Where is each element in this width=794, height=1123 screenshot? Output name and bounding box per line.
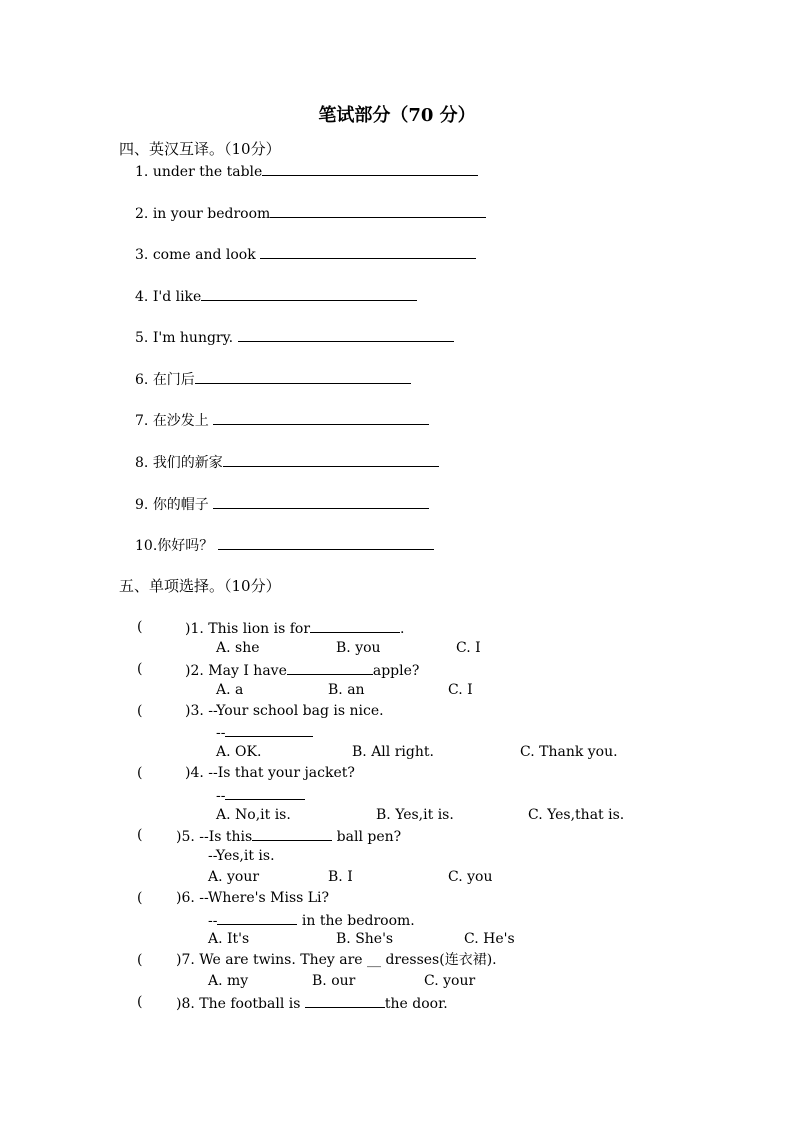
- question-text: --Your school bag is nice.: [208, 703, 384, 719]
- question-text: This lion is for: [208, 621, 311, 637]
- question-text: We are twins. They are __ dresses(连衣裙).: [199, 952, 497, 968]
- item-number: 1.: [135, 164, 149, 180]
- answer-blank[interactable]: [262, 161, 478, 176]
- response-line: [208, 910, 415, 930]
- item-number: 10.: [135, 538, 158, 554]
- question-text-end: .: [400, 621, 405, 637]
- option-b[interactable]: B. you: [336, 640, 381, 656]
- item-text: I'm hungry.: [152, 330, 234, 346]
- question: [185, 764, 355, 782]
- option-a[interactable]: A. she: [216, 640, 260, 656]
- question: [176, 889, 329, 907]
- question-number: )6.: [176, 890, 195, 906]
- answer-blank[interactable]: [217, 910, 297, 925]
- question-number: )3.: [185, 703, 204, 719]
- option-c[interactable]: C. you: [448, 869, 493, 885]
- response-line: [216, 785, 305, 805]
- dash-prefix: --: [208, 913, 218, 929]
- option-b[interactable]: B. an: [328, 682, 365, 698]
- answer-blank[interactable]: [252, 826, 332, 841]
- question: [176, 993, 448, 1013]
- item-text: 在沙发上: [152, 413, 209, 429]
- question-text-end: ball pen?: [332, 829, 402, 845]
- item-text: come and look: [152, 247, 256, 263]
- item-number: 8.: [135, 455, 149, 471]
- dash-prefix: --: [216, 725, 226, 741]
- item-text: I'd like: [152, 289, 202, 305]
- item-text: under the table: [152, 164, 263, 180]
- option-b[interactable]: B. our: [312, 973, 356, 989]
- item-number: 2.: [135, 206, 149, 222]
- translation-item: [135, 203, 486, 223]
- item-number: 7.: [135, 413, 149, 429]
- option-c[interactable]: C. Thank you.: [520, 744, 618, 760]
- item-text: in your bedroom: [152, 206, 271, 222]
- option-c[interactable]: C. I: [456, 640, 481, 656]
- question: [185, 702, 384, 720]
- answer-blank[interactable]: [218, 535, 434, 550]
- answer-paren[interactable]: (: [137, 703, 143, 719]
- option-c[interactable]: C. Yes,that is.: [528, 807, 625, 823]
- response-text: in the bedroom.: [297, 913, 415, 929]
- answer-blank[interactable]: [195, 369, 411, 384]
- option-a[interactable]: A. OK.: [216, 744, 262, 760]
- option-c[interactable]: C. I: [448, 682, 473, 698]
- page-title: 笔试部分（70 分）: [318, 105, 476, 126]
- question-text: May I have: [208, 663, 287, 679]
- translation-item: [135, 286, 417, 306]
- section-heading: 五、单项选择。（10分）: [119, 577, 281, 595]
- translation-item: [135, 452, 439, 472]
- answer-blank[interactable]: [213, 494, 429, 509]
- answer-paren[interactable]: (: [137, 619, 143, 635]
- translation-item: [135, 410, 429, 430]
- answer-paren[interactable]: (: [137, 765, 143, 781]
- answer-blank[interactable]: [225, 785, 305, 800]
- item-number: 4.: [135, 289, 149, 305]
- question-number: )8.: [176, 996, 195, 1012]
- answer-paren[interactable]: (: [137, 994, 143, 1010]
- answer-paren[interactable]: (: [137, 661, 143, 677]
- question-number: )1.: [185, 621, 204, 637]
- question-text: The football is: [199, 996, 305, 1012]
- question-number: )7.: [176, 952, 195, 968]
- translation-item: [135, 327, 454, 347]
- answer-paren[interactable]: (: [137, 952, 143, 968]
- question: [185, 660, 419, 680]
- item-text: 你好吗？: [157, 538, 214, 554]
- answer-blank[interactable]: [238, 327, 454, 342]
- question-text-end: the door.: [384, 996, 448, 1012]
- option-b[interactable]: B. She's: [336, 931, 394, 947]
- item-number: 5.: [135, 330, 149, 346]
- dash-prefix: --: [216, 788, 226, 804]
- item-number: 9.: [135, 497, 149, 513]
- translation-item: [135, 369, 411, 389]
- answer-blank[interactable]: [225, 722, 313, 737]
- translation-item: [135, 494, 429, 514]
- option-b[interactable]: B. All right.: [352, 744, 434, 760]
- item-number: 3.: [135, 247, 149, 263]
- question: [176, 826, 401, 846]
- option-a[interactable]: A. No,it is.: [216, 807, 291, 823]
- option-b[interactable]: B. I: [328, 869, 353, 885]
- item-text: 你的帽子: [152, 497, 209, 513]
- option-c[interactable]: C. He's: [464, 931, 515, 947]
- item-text: 我们的新家: [152, 455, 223, 471]
- answer-paren[interactable]: (: [137, 827, 143, 843]
- question-text: --Where's Miss Li?: [199, 890, 330, 906]
- translation-item: [135, 161, 478, 181]
- answer-paren[interactable]: (: [137, 890, 143, 906]
- answer-blank[interactable]: [213, 410, 429, 425]
- question-number: )2.: [185, 663, 204, 679]
- question-text-end: apple?: [372, 663, 420, 679]
- answer-blank[interactable]: [305, 993, 385, 1008]
- option-b[interactable]: B. Yes,it is.: [376, 807, 454, 823]
- item-number: 6.: [135, 372, 149, 388]
- item-text: 在门后: [152, 372, 195, 388]
- answer-blank[interactable]: [310, 618, 400, 633]
- question-number: )5.: [176, 829, 195, 845]
- translation-item: [135, 535, 434, 555]
- option-c[interactable]: C. your: [424, 973, 476, 989]
- option-a[interactable]: A. It's: [208, 931, 250, 947]
- question-number: )4.: [185, 765, 204, 781]
- response-line: --Yes,it is.: [208, 848, 275, 864]
- translation-item: [135, 244, 476, 264]
- option-a[interactable]: A. your: [208, 869, 260, 885]
- question: [185, 618, 404, 638]
- option-a[interactable]: A. my: [208, 973, 249, 989]
- question: [176, 951, 497, 969]
- answer-blank[interactable]: [260, 244, 476, 259]
- question-text: --Is this: [199, 829, 253, 845]
- question-text: --Is that your jacket?: [208, 765, 355, 781]
- response-line: [216, 722, 313, 742]
- section-heading: 四、英汉互译。（10分）: [119, 140, 281, 158]
- answer-blank[interactable]: [270, 203, 486, 218]
- answer-blank[interactable]: [201, 286, 417, 301]
- answer-blank[interactable]: [287, 660, 373, 675]
- answer-blank[interactable]: [223, 452, 439, 467]
- option-a[interactable]: A. a: [216, 682, 244, 698]
